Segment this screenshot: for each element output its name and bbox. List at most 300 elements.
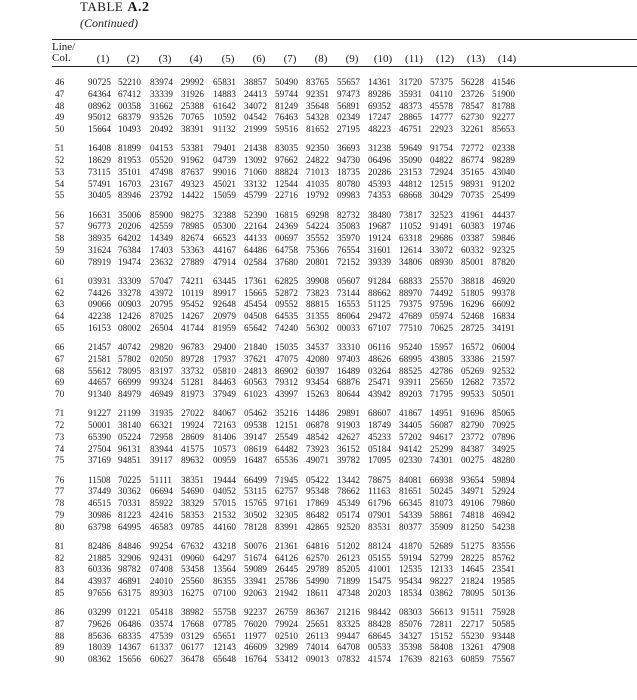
line-number: 85 — [55, 587, 65, 598]
table-cell: 16572 — [461, 342, 484, 352]
table-title — [80, 0, 149, 15]
table-row — [0, 486, 637, 497]
table-cell: 57802 — [118, 353, 141, 364]
table-cell: 29400 — [213, 342, 236, 352]
table-cell: 16153 — [88, 322, 111, 333]
column-header: (12) — [435, 53, 455, 65]
table-cell: 43942 — [368, 389, 391, 399]
table-row — [0, 642, 637, 653]
table-cell: 42865 — [306, 521, 329, 532]
table-cell: 05269 — [461, 365, 484, 376]
column-header: (14) — [497, 53, 517, 65]
table-cell: 43937 — [88, 576, 111, 586]
table-cell: 61642 — [213, 100, 236, 111]
table-cell: 89286 — [368, 88, 391, 99]
table-cell: 35101 — [118, 166, 141, 177]
table-cell: 15765 — [244, 498, 267, 508]
table-cell: 56087 — [430, 420, 453, 430]
table-cell: 04052 — [213, 486, 236, 497]
table-cell: 42238 — [88, 311, 111, 321]
table-cell: 88824 — [275, 166, 298, 177]
table-cell: 97161 — [275, 498, 298, 508]
table-cell: 31238 — [368, 143, 391, 154]
table-cell: 26504 — [150, 322, 173, 333]
table-cell: 08002 — [118, 322, 141, 333]
table-cell: 33072 — [430, 244, 453, 255]
table-cell: 73923 — [306, 443, 329, 454]
line-number: 57 — [55, 221, 65, 232]
table-cell: 16489 — [337, 365, 360, 376]
table-cell: 59744 — [275, 88, 298, 99]
table-cell: 64535 — [275, 311, 298, 321]
table-cell: 33941 — [244, 576, 267, 586]
table-cell: 59894 — [492, 474, 515, 485]
continued-label: (Continued) — [80, 16, 138, 30]
table-cell: 51281 — [181, 377, 204, 388]
table-row — [0, 167, 637, 178]
table-cell: 38818 — [461, 275, 484, 286]
table-cell: 13261 — [461, 642, 484, 653]
table-cell: 16553 — [337, 299, 360, 310]
table-cell: 54224 — [306, 221, 329, 232]
table-cell: 42786 — [430, 365, 453, 376]
table-row — [0, 564, 637, 575]
table-cell: 72958 — [150, 431, 173, 442]
table-cell: 22923 — [430, 124, 453, 134]
table-cell: 34537 — [306, 342, 329, 352]
table-cell: 72772 — [461, 143, 484, 154]
column-header: (4) — [189, 53, 203, 65]
table-cell: 05520 — [150, 155, 173, 165]
table-cell: 09785 — [181, 521, 204, 532]
table-cell: 74240 — [275, 322, 298, 333]
table-cell: 25471 — [368, 377, 391, 388]
table-cell: 91202 — [492, 178, 515, 189]
table-row — [0, 179, 637, 190]
table-cell: 74353 — [368, 190, 391, 201]
table-cell: 12133 — [430, 564, 453, 575]
table-row — [0, 420, 637, 431]
table-cell: 46751 — [399, 124, 422, 134]
table-cell: 07785 — [213, 618, 236, 629]
table-cell: 50245 — [430, 486, 453, 497]
line-number: 56 — [55, 209, 65, 220]
column-header: (11) — [405, 53, 423, 65]
table-cell: 45578 — [430, 100, 453, 111]
table-cell: 00903 — [118, 299, 141, 310]
table-cell: 91754 — [430, 143, 453, 154]
table-cell: 34925 — [492, 443, 515, 454]
table-cell: 60332 — [461, 244, 484, 255]
table-cell: 58861 — [430, 509, 453, 520]
table-cell: 68645 — [368, 630, 391, 641]
table-cell: 65831 — [213, 77, 236, 87]
table-cell: 04153 — [150, 143, 173, 154]
table-cell: 53412 — [275, 654, 298, 664]
table-cell: 92350 — [306, 143, 329, 154]
table-cell: 95348 — [306, 486, 329, 497]
table-cell: 59846 — [492, 233, 515, 243]
table-cell: 18039 — [88, 642, 111, 653]
table-label: TABLE — [80, 0, 124, 14]
table-cell: 89728 — [181, 353, 204, 364]
table-cell: 24413 — [244, 88, 267, 99]
line-number: 55 — [55, 190, 65, 201]
table-cell: 60563 — [244, 377, 267, 388]
table-cell: 89917 — [213, 287, 236, 298]
table-cell: 81406 — [213, 431, 236, 442]
table-cell: 15059 — [213, 190, 236, 201]
table-cell: 66321 — [150, 420, 173, 430]
table-cell: 51125 — [368, 299, 391, 310]
table-cell: 50585 — [492, 618, 515, 629]
table-cell: 10493 — [118, 124, 141, 134]
table-cell: 09552 — [275, 299, 298, 310]
table-cell: 16834 — [492, 311, 515, 321]
table-cell: 03299 — [88, 607, 111, 617]
table-cell: 15475 — [368, 576, 391, 586]
table-cell: 69298 — [306, 209, 329, 220]
table-cell: 12544 — [275, 178, 298, 189]
table-cell: 44133 — [244, 233, 267, 243]
top-rule — [52, 39, 637, 40]
table-cell: 30429 — [430, 190, 453, 201]
table-cell: 37680 — [275, 256, 298, 267]
table-cell: 83531 — [368, 521, 391, 532]
line-number: 83 — [55, 564, 65, 575]
column-header: (10) — [373, 53, 393, 65]
table-cell: 03862 — [430, 587, 453, 598]
table-cell: 81249 — [275, 100, 298, 111]
table-cell: 03129 — [181, 630, 204, 641]
table-cell: 35165 — [461, 166, 484, 177]
table-cell: 88662 — [368, 287, 391, 298]
table-cell: 10119 — [181, 287, 204, 298]
table-cell: 95434 — [399, 576, 422, 586]
table-cell: 55612 — [88, 365, 111, 376]
table-cell: 32305 — [275, 509, 298, 520]
table-row — [0, 377, 637, 388]
table-cell: 66345 — [399, 498, 422, 508]
table-cell: 09013 — [306, 654, 329, 664]
table-cell: 71013 — [306, 166, 329, 177]
table-cell: 52689 — [430, 540, 453, 551]
table-cell: 32388 — [213, 209, 236, 220]
table-cell: 82732 — [337, 209, 360, 220]
line-number: 58 — [55, 233, 65, 243]
table-cell: 79860 — [492, 498, 515, 508]
table-cell: 51900 — [492, 88, 515, 99]
table-cell: 93454 — [306, 377, 329, 388]
table-cell: 02510 — [275, 630, 298, 641]
line-number: 74 — [55, 443, 65, 454]
table-cell: 18534 — [399, 587, 422, 598]
table-row — [0, 323, 637, 334]
table-cell: 63175 — [118, 587, 141, 598]
table-cell: 42416 — [150, 509, 173, 520]
table-cell: 98275 — [181, 209, 204, 220]
table-cell: 79924 — [275, 618, 298, 629]
table-cell: 64364 — [88, 88, 111, 99]
table-cell: 76384 — [118, 244, 141, 255]
table-row — [0, 522, 637, 533]
table-cell: 41546 — [492, 77, 515, 87]
table-cell: 42080 — [306, 353, 329, 364]
table-cell: 05422 — [306, 474, 329, 485]
table-cell: 64708 — [337, 642, 360, 653]
table-cell: 68607 — [368, 408, 391, 419]
table-cell: 92520 — [337, 521, 360, 532]
table-cell: 94851 — [118, 455, 141, 466]
table-cell: 14422 — [181, 190, 204, 201]
table-cell: 91340 — [88, 389, 111, 399]
table-cell: 65648 — [213, 654, 236, 664]
table-cell: 12515 — [430, 178, 453, 189]
table-cell: 31624 — [88, 244, 111, 255]
table-cell: 21840 — [244, 342, 267, 352]
table-cell: 27195 — [337, 124, 360, 134]
table-cell: 33278 — [118, 287, 141, 298]
table-cell: 15035 — [275, 342, 298, 352]
column-header: (2) — [126, 53, 140, 65]
table-cell: 21824 — [461, 576, 484, 586]
table-cell: 58408 — [430, 642, 453, 653]
table-cell: 05418 — [150, 607, 173, 617]
table-cell: 15152 — [430, 630, 453, 641]
table-cell: 01221 — [118, 607, 141, 617]
table-cell: 33386 — [461, 353, 484, 364]
table-cell: 94617 — [430, 431, 453, 442]
table-cell: 00275 — [461, 455, 484, 466]
table-cell: 14349 — [150, 233, 173, 243]
column-header: (9) — [345, 53, 359, 65]
table-cell: 93911 — [399, 377, 422, 388]
table-cell: 86482 — [306, 509, 329, 520]
table-cell: 99254 — [150, 540, 173, 551]
table-row — [0, 112, 637, 123]
table-cell: 88124 — [368, 540, 391, 551]
table-cell: 56891 — [337, 100, 360, 111]
table-cell: 04508 — [244, 311, 267, 321]
column-header: (13) — [466, 53, 486, 65]
table-cell: 18735 — [337, 166, 360, 177]
table-cell: 83944 — [150, 443, 173, 454]
table-cell: 19746 — [492, 221, 515, 232]
table-cell: 32523 — [430, 209, 453, 220]
table-cell: 08303 — [399, 607, 422, 617]
table-cell: 64482 — [275, 443, 298, 454]
table-row — [0, 276, 637, 287]
column-header: (7) — [283, 53, 297, 65]
table-cell: 43218 — [213, 540, 236, 551]
table-cell: 31935 — [150, 408, 173, 419]
table-row — [0, 654, 637, 665]
table-row — [0, 541, 637, 552]
table-cell: 76554 — [337, 244, 360, 255]
table-cell: 29686 — [430, 233, 453, 243]
table-cell: 05300 — [213, 221, 236, 232]
table-cell: 78675 — [368, 474, 391, 485]
table-cell: 80377 — [399, 521, 422, 532]
table-cell: 12151 — [275, 420, 298, 430]
table-cell: 57015 — [213, 498, 236, 508]
table-row — [0, 389, 637, 400]
table-row — [0, 101, 637, 112]
table-cell: 49106 — [461, 498, 484, 508]
table-cell: 52924 — [492, 486, 515, 497]
table-cell: 95240 — [399, 342, 422, 352]
table-cell: 62730 — [461, 112, 484, 123]
table-cell: 46949 — [150, 389, 173, 399]
table-cell: 30986 — [88, 509, 111, 520]
table-cell: 43972 — [150, 287, 173, 298]
table-cell: 28865 — [399, 112, 422, 123]
table-cell: 23167 — [150, 178, 173, 189]
table-cell: 43997 — [275, 389, 298, 399]
table-cell: 68876 — [337, 377, 360, 388]
table-cell: 38480 — [368, 209, 391, 220]
table-row — [0, 475, 637, 486]
table-row — [0, 77, 637, 88]
table-cell: 78095 — [461, 587, 484, 598]
table-cell: 54238 — [492, 521, 515, 532]
table-cell: 47908 — [492, 642, 515, 653]
table-cell: 47689 — [399, 311, 422, 321]
table-cell: 47348 — [337, 587, 360, 598]
table-cell: 38857 — [244, 77, 267, 87]
table-cell: 56613 — [430, 607, 453, 617]
table-cell: 84463 — [213, 377, 236, 388]
table-cell: 81651 — [399, 486, 422, 497]
table-cell: 64297 — [213, 552, 236, 563]
table-row — [0, 221, 637, 232]
table-cell: 78095 — [118, 365, 141, 376]
table-cell: 96131 — [118, 443, 141, 454]
table-cell: 44167 — [213, 244, 236, 255]
table-cell: 82486 — [88, 540, 111, 551]
line-label: Line/ — [52, 41, 76, 53]
table-cell: 31926 — [181, 88, 204, 99]
table-cell: 51111 — [150, 474, 172, 485]
table-cell: 22717 — [461, 618, 484, 629]
table-cell: 24822 — [306, 155, 329, 165]
table-cell: 59649 — [399, 143, 422, 154]
table-cell: 85653 — [492, 124, 515, 134]
table-cell: 60627 — [150, 654, 173, 664]
table-cell: 02050 — [150, 353, 173, 364]
table-cell: 49323 — [181, 178, 204, 189]
table-cell: 35648 — [306, 100, 329, 111]
table-cell: 23541 — [492, 564, 515, 575]
table-cell: 19474 — [118, 256, 141, 267]
line-number: 87 — [55, 618, 65, 629]
table-cell: 81899 — [118, 143, 141, 154]
table-cell: 90725 — [88, 77, 111, 87]
table-cell: 46609 — [244, 642, 267, 653]
table-row — [0, 190, 637, 201]
table-cell: 14645 — [461, 564, 484, 575]
table-cell: 93654 — [461, 474, 484, 485]
table-cell: 14361 — [368, 77, 391, 87]
table-cell: 44437 — [492, 209, 515, 220]
table-cell: 70765 — [181, 112, 204, 123]
column-header: (8) — [314, 53, 328, 65]
table-cell: 97596 — [430, 299, 453, 310]
table-cell: 77510 — [399, 322, 422, 333]
table-cell: 05462 — [244, 408, 267, 419]
table-cell: 13442 — [337, 474, 360, 485]
table-cell: 78547 — [461, 100, 484, 111]
table-cell: 33310 — [337, 342, 360, 352]
table-cell: 91511 — [461, 607, 484, 617]
table-cell: 70735 — [461, 190, 484, 201]
table-cell: 80644 — [337, 389, 360, 399]
table-cell: 08930 — [430, 256, 453, 267]
table-cell: 67107 — [368, 322, 391, 333]
table-cell: 20979 — [213, 311, 236, 321]
table-row — [0, 498, 637, 509]
table-cell: 62570 — [306, 552, 329, 563]
table-cell: 88428 — [368, 618, 391, 629]
table-cell: 13092 — [244, 155, 267, 165]
table-cell: 68335 — [118, 630, 141, 641]
table-cell: 12682 — [461, 377, 484, 388]
table-cell: 83946 — [118, 190, 141, 201]
table-cell: 92237 — [244, 607, 267, 617]
table-cell: 07832 — [337, 654, 360, 664]
table-cell: 09983 — [337, 190, 360, 201]
table-cell: 84081 — [399, 474, 422, 485]
table-cell: 64758 — [275, 244, 298, 255]
table-cell: 06116 — [368, 342, 391, 352]
table-cell: 37449 — [88, 486, 111, 497]
table-cell: 29472 — [368, 311, 391, 321]
table-cell: 41744 — [181, 322, 204, 333]
table-cell: 26113 — [306, 630, 329, 641]
table-cell: 26445 — [275, 564, 298, 575]
table-cell: 62825 — [275, 275, 298, 286]
table-cell: 99324 — [150, 377, 173, 388]
table-cell: 96773 — [88, 221, 111, 232]
table-cell: 06486 — [118, 618, 141, 629]
table-cell: 95452 — [181, 299, 204, 310]
table-cell: 38982 — [181, 607, 204, 617]
table-cell: 84387 — [461, 443, 484, 454]
table-row — [0, 510, 637, 521]
table-cell: 83765 — [306, 77, 329, 87]
line-number: 81 — [55, 540, 65, 551]
table-cell: 02338 — [492, 143, 515, 154]
table-row — [0, 124, 637, 135]
table-cell: 92277 — [492, 112, 515, 123]
table-cell: 28609 — [181, 431, 204, 442]
table-cell: 19924 — [181, 420, 204, 430]
table-cell: 18749 — [368, 420, 391, 430]
table-cell: 17095 — [368, 455, 391, 466]
table-cell: 66999 — [118, 377, 141, 388]
line-number: 90 — [55, 654, 65, 664]
table-cell: 21457 — [88, 342, 111, 352]
table-cell: 15664 — [88, 124, 111, 134]
table-cell: 52390 — [244, 209, 267, 220]
table-cell: 63798 — [88, 521, 111, 532]
table-cell: 75366 — [306, 244, 329, 255]
table-cell: 88525 — [399, 365, 422, 376]
table-cell: 65651 — [213, 630, 236, 641]
table-cell: 81652 — [306, 124, 329, 134]
table-cell: 29891 — [337, 408, 360, 419]
table-cell: 98931 — [461, 178, 484, 189]
